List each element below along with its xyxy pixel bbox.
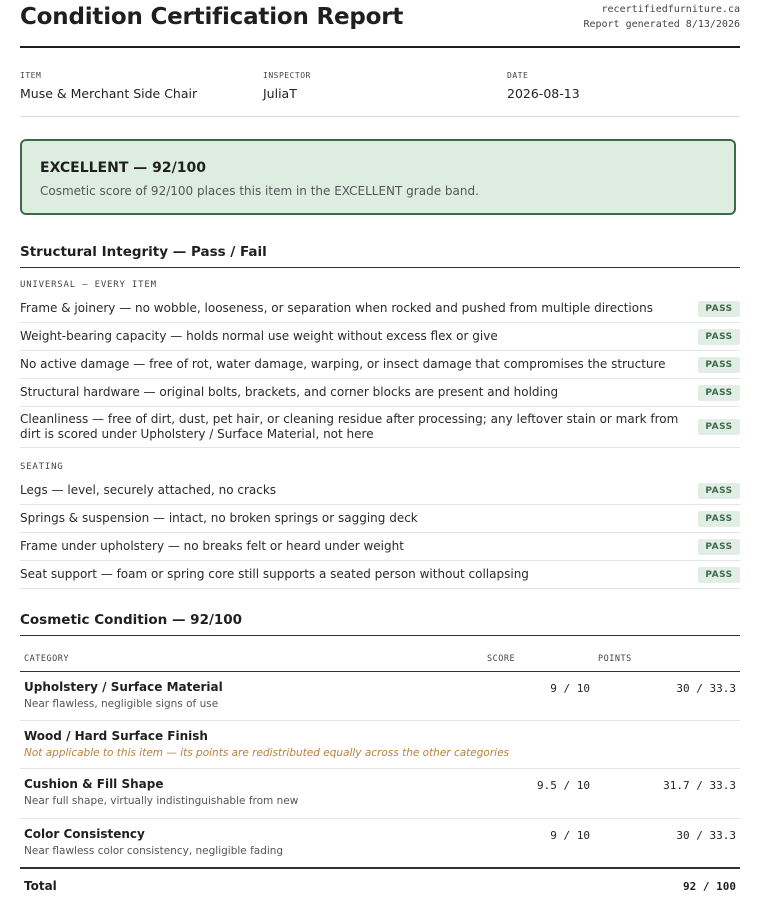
category-score: 9.5 / 10	[537, 779, 590, 792]
category-name: Upholstery / Surface Material	[24, 680, 223, 694]
checklist-row	[20, 323, 740, 351]
item-value: Muse & Merchant Side Chair	[20, 86, 198, 101]
universal-group-label: UNIVERSAL — EVERY ITEM	[20, 280, 157, 290]
category-note-not-applicable: Not applicable to this item — its points are redistributed equally across the other categories	[24, 747, 509, 759]
date-value: 2026-08-13	[507, 86, 580, 101]
total-divider	[20, 867, 740, 869]
header-divider	[20, 46, 740, 48]
checklist-row	[20, 533, 740, 561]
report-title: Condition Certification Report	[20, 4, 404, 30]
checklist-row	[20, 561, 740, 589]
checklist-text: Springs & suspension — intact, no broken springs or sagging deck	[20, 511, 418, 525]
category-score: 9 / 10	[550, 829, 590, 842]
category-note: Near flawless color consistency, negligible fading	[24, 845, 284, 857]
table-header-divider	[20, 671, 740, 672]
points-column-header: POINTS	[598, 654, 632, 664]
meta-date	[507, 71, 580, 101]
checklist-row	[20, 295, 740, 323]
category-name: Wood / Hard Surface Finish	[24, 729, 208, 743]
checklist-text: Cleanliness — free of dirt, dust, pet hair, or cleaning residue after processing; any leftover stain or mark from dirt is scored under Upholstery / Surface Material, not here	[20, 412, 679, 441]
table-row-divider	[20, 818, 740, 819]
table-row-divider	[20, 720, 740, 721]
pass-badge: PASS	[698, 567, 740, 583]
grade-title: EXCELLENT — 92/100	[40, 160, 206, 176]
checklist-text: No active damage — free of rot, water damage, warping, or insect damage that compromises the structure	[20, 357, 666, 371]
pass-badge: PASS	[698, 301, 740, 317]
report-generated-date: Report generated 8/13/2026	[583, 19, 740, 30]
pass-badge: PASS	[698, 511, 740, 527]
table-row-divider	[20, 768, 740, 769]
inspector-label: INSPECTOR	[263, 71, 311, 80]
category-note: Near full shape, virtually indistinguishable from new	[24, 795, 299, 807]
category-score: 9 / 10	[550, 682, 590, 695]
score-column-header: SCORE	[487, 654, 516, 664]
checklist-text: Legs — level, securely attached, no cracks	[20, 483, 277, 497]
grade-banner	[20, 139, 736, 215]
structural-divider	[20, 267, 740, 268]
total-label: Total	[24, 879, 57, 893]
category-points: 30 / 33.3	[676, 682, 736, 695]
checklist-row	[20, 505, 740, 533]
cosmetic-section-title: Cosmetic Condition — 92/100	[20, 612, 243, 628]
checklist-text: Structural hardware — original bolts, brackets, and corner blocks are present and holding	[20, 385, 559, 399]
item-label: ITEM	[20, 71, 42, 80]
grade-description: Cosmetic score of 92/100 places this item in the EXCELLENT grade band.	[40, 184, 479, 198]
inspector-value: JuliaT	[263, 86, 297, 101]
category-points: 31.7 / 33.3	[663, 779, 736, 792]
pass-badge: PASS	[698, 419, 740, 435]
checklist-row	[20, 379, 740, 407]
cosmetic-divider	[20, 635, 740, 636]
site-domain: recertifiedfurniture.ca	[601, 4, 740, 15]
pass-badge: PASS	[698, 483, 740, 499]
pass-badge: PASS	[698, 539, 740, 555]
category-name: Cushion & Fill Shape	[24, 777, 164, 791]
checklist-text: Frame under upholstery — no breaks felt or heard under weight	[20, 539, 404, 553]
checklist-row	[20, 477, 740, 505]
date-label: DATE	[507, 71, 529, 80]
meta-divider	[20, 116, 740, 117]
pass-badge: PASS	[698, 357, 740, 373]
category-column-header: CATEGORY	[24, 654, 69, 664]
checklist-row	[20, 407, 740, 448]
total-value: 92 / 100	[683, 880, 736, 893]
checklist-text: Seat support — foam or spring core still supports a seated person without collapsing	[20, 567, 529, 581]
checklist-text: Frame & joinery — no wobble, looseness, or separation when rocked and pushed from multiple directions	[20, 301, 653, 315]
category-note: Near flawless, negligible signs of use	[24, 698, 219, 710]
checklist-text: Weight-bearing capacity — holds normal use weight without excess flex or give	[20, 329, 498, 343]
meta-inspector	[263, 71, 311, 101]
seating-group-label: SEATING	[20, 462, 64, 472]
category-name: Color Consistency	[24, 827, 145, 841]
structural-section-title: Structural Integrity — Pass / Fail	[20, 244, 267, 260]
category-points: 30 / 33.3	[676, 829, 736, 842]
pass-badge: PASS	[698, 385, 740, 401]
checklist-row	[20, 351, 740, 379]
meta-item	[20, 71, 197, 101]
pass-badge: PASS	[698, 329, 740, 345]
